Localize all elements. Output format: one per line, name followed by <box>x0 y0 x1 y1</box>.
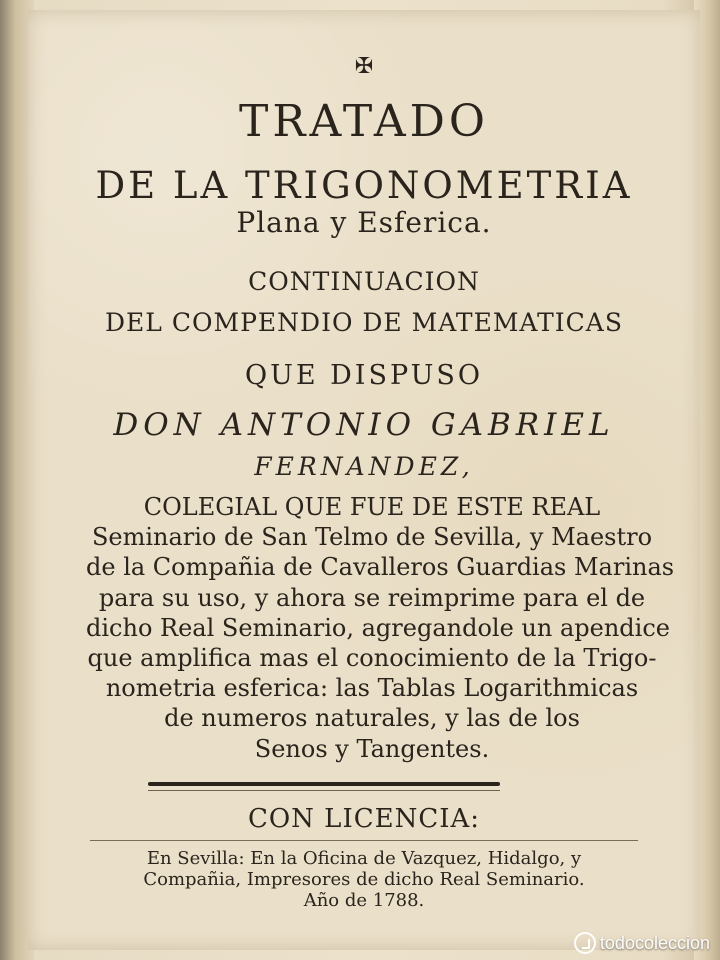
description-line: que amplifica mas el conocimiento de la Trigo- <box>87 644 657 673</box>
continuation-heading: CONTINUACION <box>248 267 480 296</box>
description-line: de numeros naturales, y las de los <box>164 704 580 733</box>
decorative-rule-fine <box>148 790 500 791</box>
imprint-line: Compañia, Impresores de dicho Real Seminario. <box>143 869 585 890</box>
decorative-rule <box>148 782 500 786</box>
description-line: COLEGIAL QUE FUE DE ESTE REAL <box>143 493 601 521</box>
title-line-1: TRATADO <box>239 96 489 147</box>
author-name-line-1: DON ANTONIO GABRIEL <box>113 407 615 443</box>
cross-ornament-icon: ✠ <box>354 54 374 79</box>
description-line: Senos y Tangentes. <box>254 734 490 763</box>
description-line: de la Compañia de Cavalleros Guardias Marinas <box>86 553 675 582</box>
watermark-logo-icon <box>574 932 596 954</box>
title-page <box>28 10 700 950</box>
author-name-line-2: FERNANDEZ, <box>254 452 474 481</box>
description-line: Seminario de San Telmo de Sevilla, y Maestro <box>91 523 653 552</box>
title-line-3: Plana y Esferica. <box>236 206 492 239</box>
imprint-divider <box>90 840 638 841</box>
description-line: para su uso, y ahora se reimprime para el de <box>98 583 646 612</box>
description-line: dicho Real Seminario, agregandole un apendice <box>86 613 670 642</box>
imprint-line: En Sevilla: En la Oficina de Vazquez, Hidalgo, y <box>146 848 582 869</box>
dispuso-heading: QUE DISPUSO <box>244 360 484 391</box>
description-line: nometria esferica: las Tablas Logarithmicas <box>105 674 639 703</box>
imprint-line: Año de 1788. <box>303 890 425 911</box>
title-line-2: DE LA TRIGONOMETRIA <box>95 164 633 207</box>
imprint-block <box>88 848 640 911</box>
license-heading: CON LICENCIA: <box>247 804 481 834</box>
description-block <box>86 492 675 764</box>
watermark <box>574 932 710 954</box>
compendium-heading: DEL COMPENDIO DE MATEMATICAS <box>105 308 623 337</box>
watermark-text: todocoleccion <box>599 932 710 953</box>
